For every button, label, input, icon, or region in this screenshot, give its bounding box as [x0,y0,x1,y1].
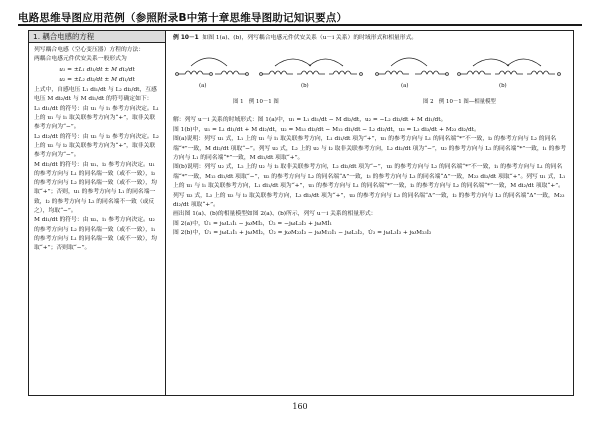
figure-2a-circuit [376,58,449,75]
rule-self-l2: L₂ di₂/dt 的符号：由 u₂ 与 i₂ 参考方向决定。L₂ 上的 u₂ 与 i₂ 取关联参考方向为“+”，取非关联参考方向为“−”。 [34,133,159,159]
phasor-model-intro: 画出图 1(a)、(b)的相量模型如图 2(a)、(b)所示，列写 u－i 关系的相量形式： [173,211,377,218]
solution-time-domain-1b: 图 1(b)中，u₁ = L₁ di₁/dt + M di₂/dt，u₂ = M₂₃ di₃/dt − M₁₂ di₁/dt − L₂ di₂/dt，u₃ = L₃ di₃/dt + M₂₃ di₂/dt。 [173,126,480,133]
left-body [29,43,165,254]
general-form-text: 两耦合电感元件伏安关系一般形式为 [34,56,127,63]
equation-u2: u₂ = ±L₂ di₂/dt ± M di₁/dt [59,76,135,83]
figure-2b-label: (b) [499,83,507,90]
figure-1b-label: (b) [301,83,309,90]
example-label: 例 10－1 [173,35,199,41]
circuit-figures [173,46,563,104]
method-intro: 列写耦合电感（空心变压器）方程的方法： [34,47,145,53]
left-column [29,31,166,395]
figure-1a-label: (a) [199,83,207,90]
example-statement: 如图 1(a)、(b)，列写耦合电感元件伏安关系（u－i 关系）的时域形式和相量形式。 [202,35,418,41]
figure-1b-circuit [260,59,363,75]
equation-u1: u₁ = ±L₁ di₁/dt ± M di₂/dt [59,66,135,73]
explanation-figure-b: 图(b)说明：列写 u₂ 式，L₂ 上的 u₂ 与 i₂ 取非关联参考方向，L₂ di₂/dt 项为“−”，u₂ 的参考方向与 L₂ 的同名端“*”不一致，i₁ 的参考方向与 L₁ 的同名端“*”一致，M₁₂ di₁/dt 项取“−”，u₂ 的参考方向与 L₂ 的同名端“Δ”一致，i₃ 的参考方向与 L₃ 的同名端“Δ”一致，M₂₃ di₃/dt 项取“+”。列写 u₁ 式，L₁ 上的 u₁ 与 i₁ 取关联参考方向，L₁ di₁/dt 项为“+”，u₁ 的参考方向与 L₁ 的同名端“*”一致，i₂ 的参考方向与 L₂ 的同名端“*”一致，M di₂/dt 项取“+”。列写 u₃ 式，L₃ 上的 u₃ 与 i₃ 取关联参考方向，L₃ di₃/dt 项为“+”，u₃ 的参考方向与 L₃ 的同名端“Δ”一致，i₂ 的参考方向与 L₂ 的同名端“Δ”一致，M₂₃ di₂/dt 项取“+”。 [173,164,566,209]
phasor-equations-2a: 图 2(a)中，U̇₁ = jωL₁İ₁ − jωMİ₂，U̇₂ = −jωL₂İ₂ + jωMİ₁ [173,220,332,227]
phasor-equations-2b: 图 2(b)中，U̇₁ = jωL₁İ₁ + jωMİ₂，U̇₂ = jωM₂₃İ₃ − jωM₁₂İ₁ − jωL₂İ₂，U̇₃ = jωL₃İ₃ + jωM₂₃İ₂ [173,230,432,237]
page-header: 电路思维导图应用范例（参照附录B中第十章思维导图助记知识要点） [18,12,348,24]
page-number: 160 [292,402,308,411]
rule-mutual-m-di1: M di₁/dt 的符号：由 u₂、i₁ 参考方向决定。u₂ 的参考方向与 L₂ 的同名端一致（或不一致），i₁ 的参考方向与 L₁ 的同名端一致（或不一致），均取“+”；否则取“−”。 [34,217,157,252]
figure-2-caption: 图 2 例 10－1 图—相量模型 [423,99,496,106]
figure-1a-circuit [176,58,249,75]
explanation-figure-a: 图(a)说明：列写 u₁ 式，L₁ 上的 u₁ 与 i₁ 取关联参考方向，L₁ di₁/dt 项为“+”，u₁ 的参考方向与 L₁ 的同名端“*”不一致，i₂ 的参考方向与 L₂ 的同名端“*”一致，M di₂/dt 项取“−”。列写 u₂ 式，L₂ 上的 u₂ 与 i₂ 取非关联参考方向，L₂ di₂/dt 项为“−”，u₂ 的参考方向与 L₂ 的同名端“*”一致，i₁ 的参考方向与 L₁ 的同名端“*”一致，M di₁/dt 项取“+”。 [173,136,567,162]
figure-area [173,44,567,116]
solution-time-domain-1a: 解：列写 u－i 关系的时域形式：图 1(a)中，u₁ = L₁ di₁/dt − M di₂/dt，u₂ = −L₂ di₂/dt + M di₁/dt。 [173,117,447,124]
figure-2a-label: (a) [401,83,409,90]
rule-self-l1: L₁ di₁/dt 的符号：由 u₁ 与 i₁ 参考方向决定。L₁ 上的 u₁ 与 i₁ 取关联参考方向为“+”，取非关联参考方向为“−”。 [34,105,159,131]
header-rule [18,24,582,26]
rule-mutual-m-di2: M di₂/dt 的符号：由 u₁、i₂ 参考方向决定。u₁ 的参考方向与 L₁ 的同名端一致（或不一致），i₂ 的参考方向与 L₂ 的同名端一致（或不一致），均取“+”；否则，u₁ 的参考方向与 L₁ 的同名端一致，i₂ 的参考方向与 L₂ 的同名端不一致（或反之），均取“−”。 [34,161,157,215]
right-column [166,31,573,395]
section-title: 1. 耦合电感的方程 [29,31,165,43]
sign-rules-intro: 上式中，自感电压 L₁ di₁/dt 与 L₂ di₂/dt，互感电压 M di₂/dt 与 M di₁/dt 的符号确定如下： [34,87,157,103]
content-frame [28,30,574,396]
figure-2b-circuit [458,59,561,75]
figure-1-caption: 图 1 例 10－1 图 [233,99,279,106]
